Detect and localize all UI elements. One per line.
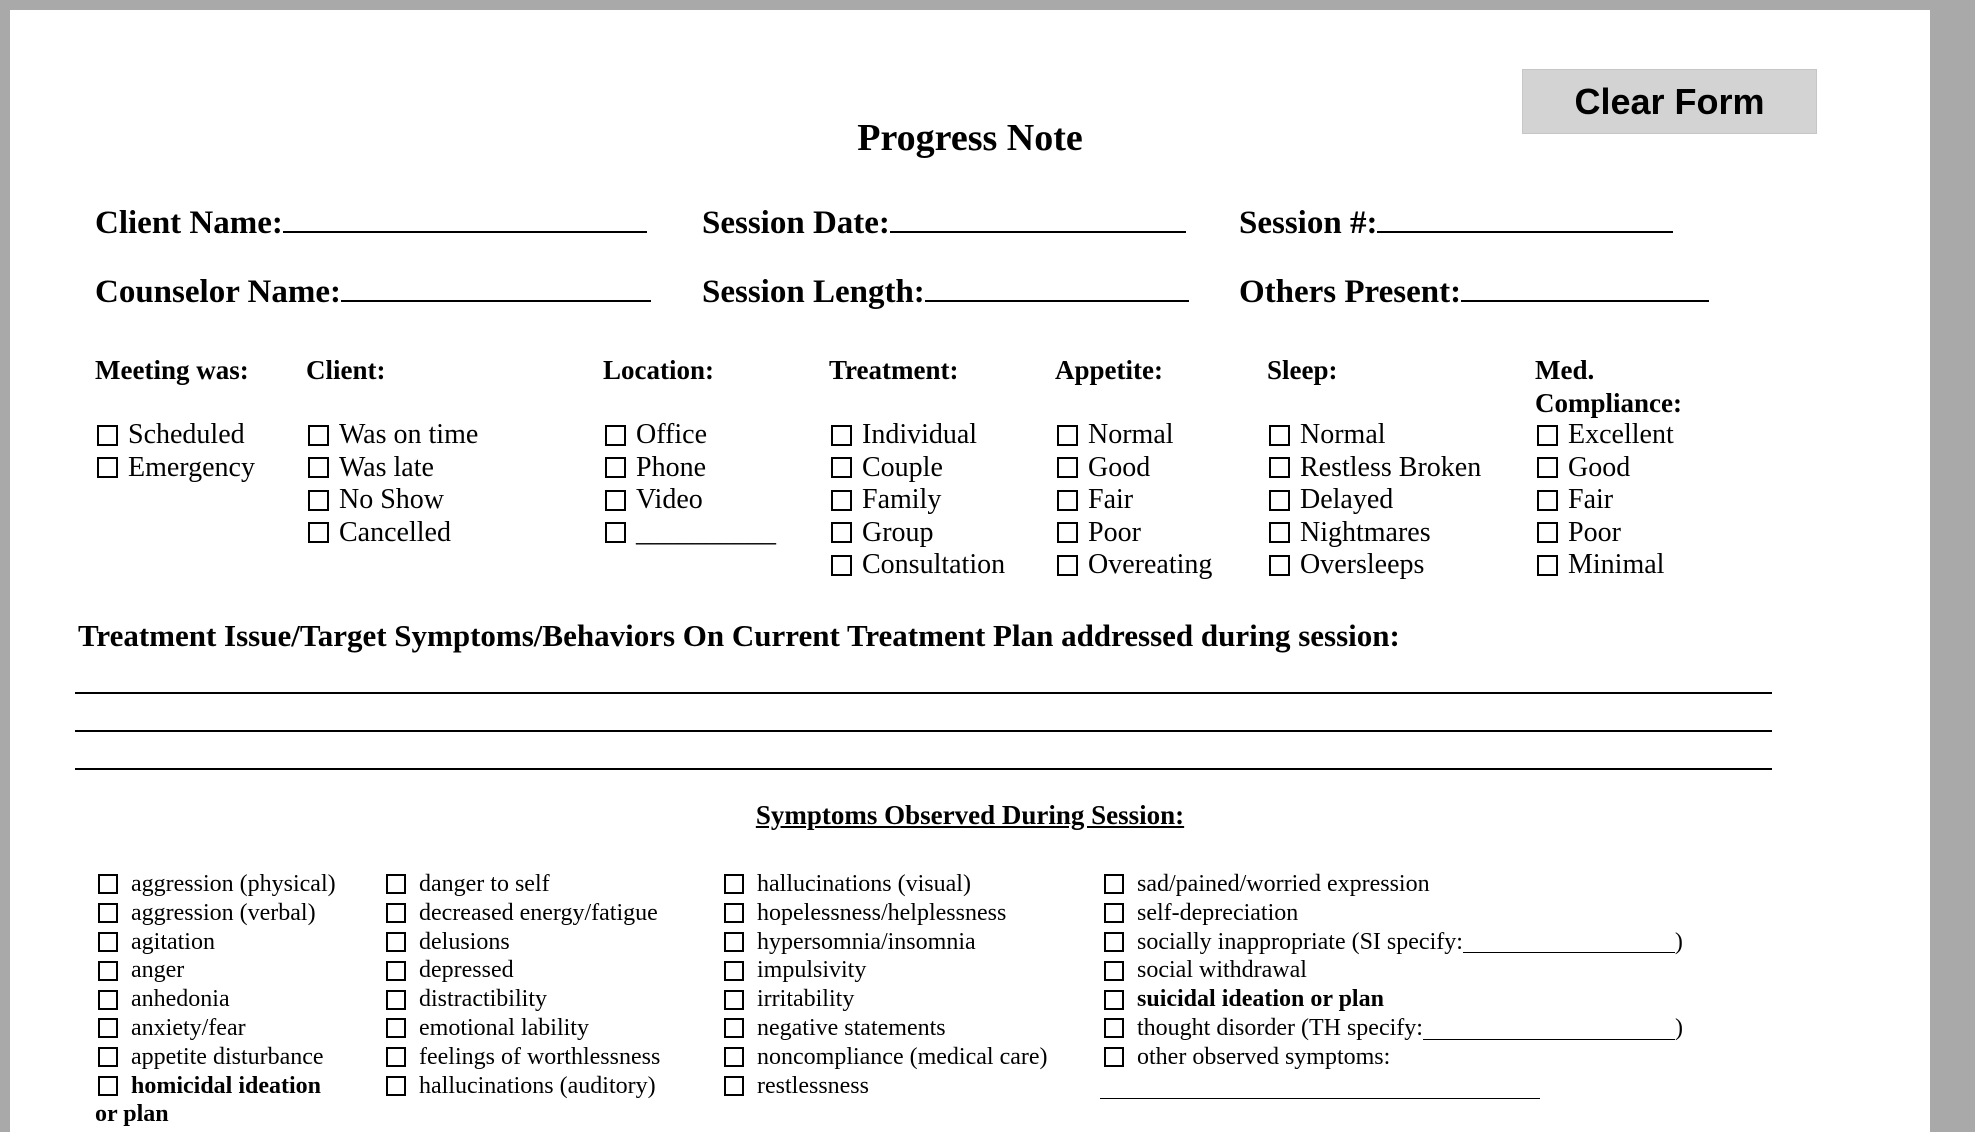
checkbox[interactable]: [605, 522, 626, 543]
checkbox[interactable]: [308, 425, 329, 446]
option-label: Fair: [1088, 484, 1134, 515]
sleep-option-delayed[interactable]: [1269, 484, 1481, 517]
symptom-item[interactable]: [1104, 956, 1683, 985]
option-label: Normal: [1300, 419, 1386, 450]
clear-form-button[interactable]: Clear Form: [1522, 69, 1817, 134]
symptom-label: distractibility: [419, 986, 547, 1013]
symptom-item[interactable]: [724, 870, 1048, 899]
checkbox[interactable]: [724, 874, 744, 894]
symptom-item-other[interactable]: [1104, 1043, 1683, 1072]
checkbox[interactable]: [831, 425, 852, 446]
treatment-issue-line-3[interactable]: [75, 768, 1772, 770]
symptom-label: irritability: [757, 986, 855, 1013]
symptom-item[interactable]: [98, 985, 336, 1014]
option-label: Consultation: [862, 549, 1006, 580]
checkbox[interactable]: [1057, 522, 1078, 543]
checkbox[interactable]: [1104, 1018, 1124, 1038]
symptom-label: socially inappropriate (SI specify:: [1137, 928, 1463, 955]
checkbox[interactable]: [1104, 990, 1124, 1010]
checkbox[interactable]: [1269, 555, 1290, 576]
appetite-option-poor[interactable]: [1057, 517, 1212, 550]
th-specify-input[interactable]: [1423, 1017, 1675, 1040]
checkbox[interactable]: [724, 1047, 744, 1067]
symptom-label: aggression (verbal): [131, 899, 316, 926]
symptom-item[interactable]: [386, 1014, 660, 1043]
checkbox[interactable]: [1104, 874, 1124, 894]
symptom-label: impulsivity: [757, 957, 867, 984]
location-options: [605, 419, 776, 549]
checkbox[interactable]: [724, 903, 744, 923]
sleep-option-oversleeps[interactable]: [1269, 549, 1481, 582]
session-number-label: Session #:: [1239, 205, 1378, 241]
checkbox[interactable]: [98, 961, 118, 981]
symptoms-column-2: [386, 870, 660, 1100]
location-heading: Location:: [603, 355, 714, 385]
option-label: Group: [862, 516, 934, 548]
checkbox[interactable]: [386, 961, 406, 981]
symptom-item[interactable]: [724, 1072, 1048, 1101]
appetite-heading: Appetite:: [1055, 355, 1163, 385]
checkbox[interactable]: [1537, 457, 1558, 478]
client-option-late[interactable]: [308, 452, 478, 485]
symptom-label: aggression (physical): [131, 871, 336, 897]
checkbox[interactable]: [98, 932, 118, 952]
med-compliance-options: [1537, 419, 1674, 582]
checkbox[interactable]: [605, 490, 626, 511]
option-label: Cancelled: [339, 516, 451, 548]
checkbox[interactable]: [1057, 555, 1078, 576]
symptom-item[interactable]: [724, 1014, 1048, 1043]
treatment-option-family[interactable]: [831, 484, 1005, 517]
symptom-item[interactable]: [1104, 899, 1683, 928]
checkbox[interactable]: [605, 425, 626, 446]
treatment-option-group[interactable]: [831, 517, 1005, 550]
session-date-label: Session Date:: [702, 205, 890, 241]
checkbox[interactable]: [1104, 932, 1124, 952]
others-present-input[interactable]: [1461, 272, 1709, 302]
treatment-issue-line-1[interactable]: [75, 692, 1772, 694]
option-label: Good: [1088, 451, 1151, 483]
symptom-label: anxiety/fear: [131, 1014, 246, 1041]
checkbox[interactable]: [1057, 490, 1078, 511]
appetite-option-normal[interactable]: [1057, 419, 1212, 452]
symptom-label: hypersomnia/insomnia: [757, 928, 976, 955]
option-label: Good: [1568, 451, 1631, 483]
med-option-fair[interactable]: [1537, 484, 1674, 517]
symptom-item[interactable]: [98, 899, 336, 928]
symptom-label: feelings of worthlessness: [419, 1043, 661, 1070]
client-options: [308, 419, 478, 549]
symptom-item[interactable]: [98, 870, 336, 899]
checkbox[interactable]: [724, 1076, 744, 1096]
session-date-field[interactable]: [702, 203, 1186, 242]
option-label: Minimal: [1568, 549, 1665, 580]
client-name-field[interactable]: [95, 203, 647, 242]
symptom-item-th-specify[interactable]: [1104, 1014, 1683, 1043]
checkbox[interactable]: [386, 1076, 406, 1096]
option-label: Scheduled: [128, 419, 245, 450]
symptom-item[interactable]: [386, 1072, 660, 1101]
form-page: [10, 10, 1930, 1132]
checkbox[interactable]: [724, 932, 744, 952]
checkbox[interactable]: [1269, 457, 1290, 478]
symptom-item[interactable]: [724, 1043, 1048, 1072]
treatment-option-consultation[interactable]: [831, 549, 1005, 582]
med-option-poor[interactable]: [1537, 517, 1674, 550]
symptom-item-suicidal[interactable]: [1104, 985, 1683, 1014]
checkbox[interactable]: [98, 1047, 118, 1067]
checkbox[interactable]: [308, 457, 329, 478]
appetite-option-fair[interactable]: [1057, 484, 1212, 517]
option-label: Restless Broken: [1300, 451, 1482, 483]
option-label: Poor: [1568, 516, 1621, 548]
symptom-label: appetite disturbance: [131, 1043, 324, 1070]
med-compliance-heading: [1535, 354, 1682, 420]
symptom-item[interactable]: [98, 1014, 336, 1043]
med-heading-line2: Compliance:: [1535, 388, 1682, 418]
option-label: Nightmares: [1300, 516, 1431, 548]
checkbox[interactable]: [831, 490, 852, 511]
option-label: Video: [636, 484, 703, 515]
meeting-option-scheduled[interactable]: [97, 419, 255, 452]
symptom-item[interactable]: [98, 1043, 336, 1072]
treatment-option-couple[interactable]: [831, 452, 1005, 485]
checkbox[interactable]: [831, 555, 852, 576]
symptom-item[interactable]: [386, 870, 660, 899]
symptom-label: negative statements: [757, 1014, 946, 1041]
treatment-options: [831, 419, 1005, 582]
meeting-was-heading: Meeting was:: [95, 355, 249, 385]
checkbox[interactable]: [1104, 903, 1124, 923]
symptom-label: other observed symptoms:: [1137, 1043, 1391, 1070]
counselor-name-label: Counselor Name:: [95, 274, 341, 310]
symptom-label: hallucinations (auditory): [419, 1072, 656, 1099]
location-option-video[interactable]: [605, 484, 776, 517]
location-option-phone[interactable]: [605, 452, 776, 485]
symptom-item[interactable]: [98, 956, 336, 985]
symptom-label: anhedonia: [131, 986, 230, 1013]
symptom-label: homicidal ideation: [131, 1072, 322, 1099]
symptom-label: danger to self: [419, 871, 550, 897]
option-label: Family: [862, 484, 942, 515]
symptoms-column-1: [95, 870, 336, 1129]
symptom-item[interactable]: [386, 985, 660, 1014]
symptom-item[interactable]: [98, 928, 336, 957]
close-paren: ): [1674, 1014, 1683, 1041]
checkbox[interactable]: [1269, 425, 1290, 446]
session-date-input[interactable]: [890, 203, 1186, 233]
checkbox[interactable]: [97, 457, 118, 478]
treatment-heading: Treatment:: [829, 355, 959, 385]
option-label: Fair: [1568, 484, 1614, 515]
med-option-excellent[interactable]: [1537, 419, 1674, 452]
symptom-item[interactable]: [386, 899, 660, 928]
client-heading: Client:: [306, 355, 386, 385]
symptom-label: depressed: [419, 957, 514, 984]
checkbox[interactable]: [1537, 555, 1558, 576]
session-number-input[interactable]: [1377, 203, 1673, 233]
checkbox[interactable]: [308, 490, 329, 511]
session-number-field[interactable]: [1239, 203, 1673, 242]
checkbox[interactable]: [1104, 961, 1124, 981]
checkbox[interactable]: [1104, 1047, 1124, 1067]
option-label: Phone: [636, 451, 706, 483]
symptom-item-homicidal[interactable]: [98, 1072, 336, 1101]
treatment-issue-line-2[interactable]: [75, 730, 1772, 732]
symptom-label: social withdrawal: [1137, 957, 1307, 984]
session-length-label: Session Length:: [702, 274, 925, 310]
option-label: Couple: [862, 451, 943, 483]
checkbox[interactable]: [831, 457, 852, 478]
location-other-blank[interactable]: __________: [636, 516, 776, 548]
checkbox[interactable]: [1537, 522, 1558, 543]
checkbox[interactable]: [386, 990, 406, 1010]
checkbox[interactable]: [724, 961, 744, 981]
checkbox[interactable]: [308, 522, 329, 543]
location-option-office[interactable]: [605, 419, 776, 452]
client-name-input[interactable]: [283, 203, 647, 233]
client-option-cancelled[interactable]: [308, 517, 478, 550]
symptom-label: agitation: [131, 928, 215, 955]
symptom-item[interactable]: [386, 956, 660, 985]
checkbox[interactable]: [831, 522, 852, 543]
appetite-option-good[interactable]: [1057, 452, 1212, 485]
symptoms-column-4: [1104, 870, 1683, 1099]
option-label: Was late: [339, 451, 434, 483]
symptom-item[interactable]: [724, 985, 1048, 1014]
symptoms-heading: Symptoms Observed During Session:: [755, 800, 1185, 830]
checkbox[interactable]: [605, 457, 626, 478]
others-present-field[interactable]: [1239, 272, 1709, 311]
others-present-label: Others Present:: [1239, 274, 1462, 310]
client-option-no-show[interactable]: [308, 484, 478, 517]
location-option-other[interactable]: [605, 517, 776, 550]
checkbox[interactable]: [1057, 425, 1078, 446]
close-paren: ): [1674, 928, 1683, 955]
checkbox[interactable]: [97, 425, 118, 446]
symptom-label: hopelessness/helplessness: [757, 899, 1007, 926]
checkbox[interactable]: [1537, 425, 1558, 446]
sleep-option-normal[interactable]: [1269, 419, 1481, 452]
checkbox[interactable]: [386, 1018, 406, 1038]
meeting-option-emergency[interactable]: [97, 452, 255, 485]
option-label: Oversleeps: [1300, 549, 1425, 580]
symptom-label: decreased energy/fatigue: [419, 899, 658, 926]
checkbox[interactable]: [386, 932, 406, 952]
option-label: Delayed: [1300, 484, 1394, 515]
symptom-label: emotional lability: [419, 1014, 589, 1041]
symptom-item[interactable]: [386, 1043, 660, 1072]
checkbox[interactable]: [1057, 457, 1078, 478]
counselor-name-field[interactable]: [95, 272, 651, 311]
treatment-option-individual[interactable]: [831, 419, 1005, 452]
appetite-option-overeating[interactable]: [1057, 549, 1212, 582]
treatment-issue-heading: Treatment Issue/Target Symptoms/Behaviors On Current Treatment Plan addressed during session:: [78, 618, 1400, 653]
med-option-good[interactable]: [1537, 452, 1674, 485]
symptom-label: sad/pained/worried expression: [1137, 871, 1430, 897]
checkbox[interactable]: [724, 1018, 744, 1038]
checkbox[interactable]: [386, 903, 406, 923]
checkbox[interactable]: [98, 874, 118, 894]
med-heading-line1: Med.: [1535, 355, 1595, 385]
checkbox[interactable]: [98, 1076, 118, 1096]
symptom-item-si-specify[interactable]: [1104, 928, 1683, 957]
sleep-option-nightmares[interactable]: [1269, 517, 1481, 550]
checkbox[interactable]: [1269, 490, 1290, 511]
si-specify-input[interactable]: [1463, 930, 1675, 953]
checkbox[interactable]: [98, 1018, 118, 1038]
symptom-label: hallucinations (visual): [757, 871, 971, 897]
checkbox[interactable]: [1269, 522, 1290, 543]
med-option-minimal[interactable]: [1537, 549, 1674, 582]
meeting-options: [97, 419, 255, 484]
symptom-item[interactable]: [724, 956, 1048, 985]
option-label: Poor: [1088, 516, 1141, 548]
checkbox[interactable]: [98, 903, 118, 923]
symptom-label: self-depreciation: [1137, 899, 1299, 926]
option-label: Excellent: [1568, 419, 1674, 450]
session-length-field[interactable]: [702, 272, 1189, 311]
counselor-name-input[interactable]: [341, 272, 651, 302]
option-label: Normal: [1088, 419, 1174, 450]
sleep-heading: Sleep:: [1267, 355, 1338, 385]
option-label: Individual: [862, 419, 978, 450]
client-option-on-time[interactable]: [308, 419, 478, 452]
appetite-options: [1057, 419, 1212, 582]
symptom-label-continuation: or plan: [95, 1101, 169, 1128]
symptom-label: noncompliance (medical care): [757, 1043, 1048, 1070]
checkbox[interactable]: [386, 874, 406, 894]
option-label: Office: [636, 419, 707, 450]
symptom-item[interactable]: [386, 928, 660, 957]
sleep-option-restless[interactable]: [1269, 452, 1481, 485]
option-label: Overeating: [1088, 549, 1213, 580]
option-label: Was on time: [339, 419, 479, 450]
client-name-label: Client Name:: [95, 205, 283, 241]
option-label: No Show: [339, 484, 445, 515]
checkbox[interactable]: [386, 1047, 406, 1067]
symptom-label: suicidal ideation or plan: [1137, 986, 1384, 1013]
checkbox[interactable]: [724, 990, 744, 1010]
option-label: Emergency: [128, 451, 255, 483]
symptom-item[interactable]: [1104, 870, 1683, 899]
symptoms-column-3: [724, 870, 1048, 1100]
other-symptoms-input[interactable]: [1100, 1072, 1540, 1099]
symptom-label: restlessness: [757, 1072, 869, 1099]
sleep-options: [1269, 419, 1481, 582]
symptom-item[interactable]: [724, 899, 1048, 928]
checkbox[interactable]: [98, 990, 118, 1010]
symptom-label: thought disorder (TH specify:: [1137, 1014, 1423, 1041]
symptom-label: anger: [131, 957, 185, 984]
symptom-label: delusions: [419, 928, 510, 955]
checkbox[interactable]: [1537, 490, 1558, 511]
session-length-input[interactable]: [925, 272, 1189, 302]
page-title: Progress Note: [857, 117, 1083, 159]
symptom-item[interactable]: [724, 928, 1048, 957]
